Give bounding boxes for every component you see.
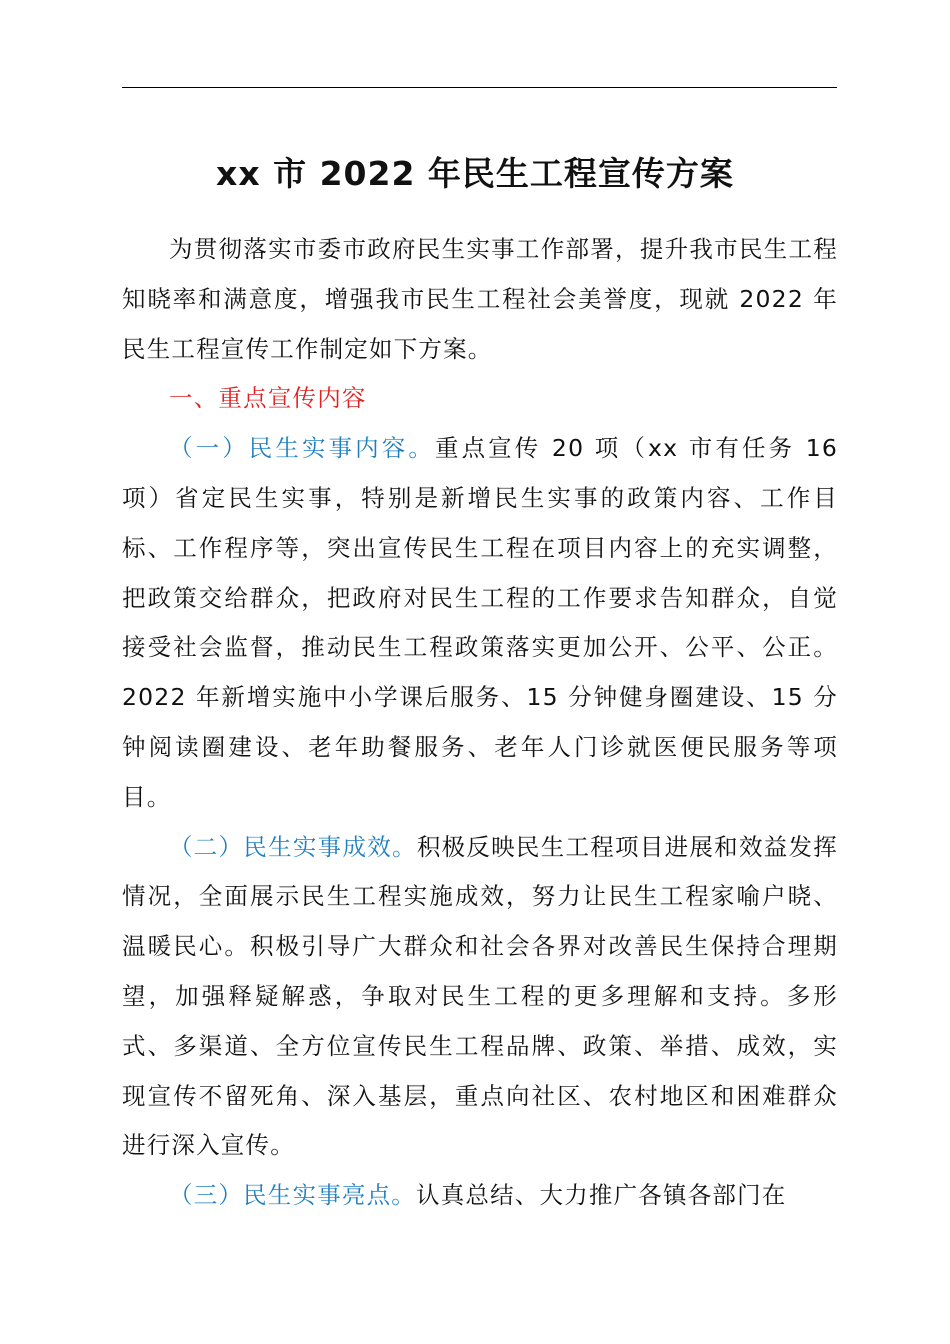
section-heading: 一、重点宣传内容 <box>169 384 367 413</box>
subsection-label: （一）民生实事内容。 <box>169 434 435 463</box>
subsection-text: 积极反映民生工程项目进展和效益发挥情况，全面展示民生工程实施成效，努力让民生工程家喻户晓、温暖民心。积极引导广大群众和社会各界对改善民生保持合理期望，加强释疑解惑，争取对民生工程的更多理解和支持。多形式、多渠道、全方位宣传民生工程品牌、政策、举措、成效，实现宣传不留死角、深入基层，重点向社区、农村地区和困难群众进行深入宣传。 <box>122 832 839 1160</box>
document-body <box>122 225 838 1221</box>
subsection-label: （二）民生实事成效。 <box>169 832 417 861</box>
subsection-paragraph <box>122 1171 838 1221</box>
document-title: xx 市 2022 年民生工程宣传方案 <box>216 154 734 193</box>
subsection-label: （三）民生实事亮点。 <box>169 1181 416 1210</box>
subsection-text: 重点宣传 20 项（xx 市有任务 16 项）省定民生实事，特别是新增民生实事的政策内容、工作目标、工作程序等，突出宣传民生工程在项目内容上的充实调整，把政策交给群众，把政府对民生工程的工作要求告知群众，自觉接受社会监督，推动民生工程政策落实更加公开、公平、公正。2022 年新增实施中小学课后服务、15 分钟健身圈建设、15 分钟阅读圈建设、老年助餐服务、老年人门诊就医便民服务等项目。 <box>122 434 839 811</box>
subsection-paragraph <box>122 424 838 822</box>
subsection-text: 认真总结、大力推广各镇各部门在 <box>416 1181 787 1210</box>
header-rule <box>122 87 837 88</box>
subsection-paragraph <box>122 823 838 1172</box>
intro-paragraph: 为贯彻落实市委市政府民生实事工作部署，提升我市民生工程知晓率和满意度，增强我市民生工程社会美誉度，现就 2022 年民生工程宣传工作制定如下方案。 <box>122 235 838 363</box>
